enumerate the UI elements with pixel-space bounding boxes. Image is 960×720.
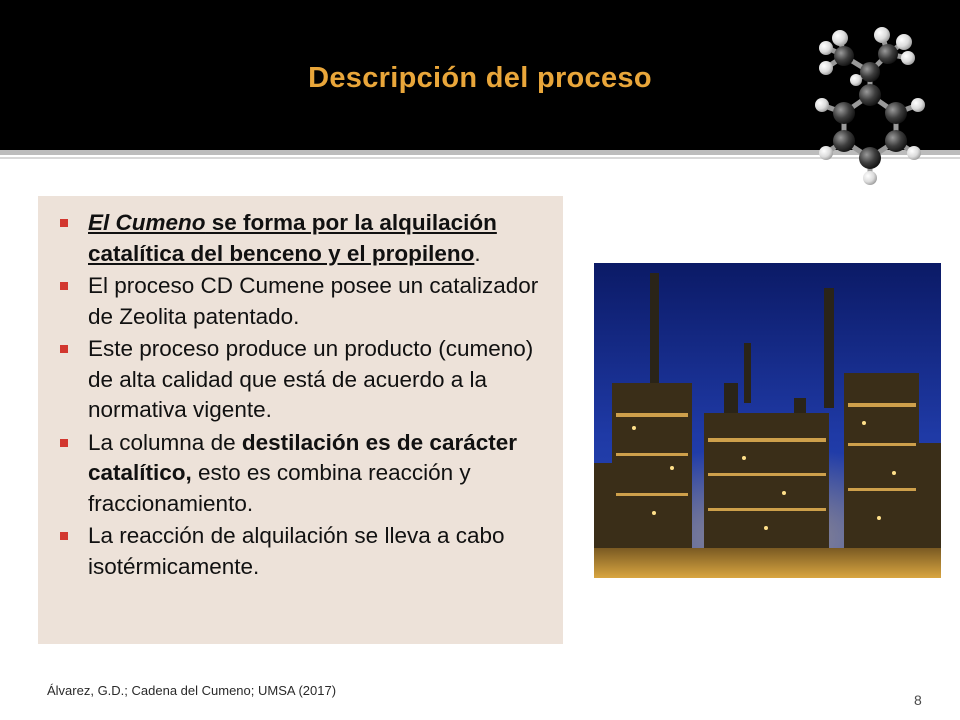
- bullet-text: El Cumeno: [88, 210, 206, 235]
- bullet-text: La columna de: [88, 429, 242, 455]
- bullet-item: [60, 208, 550, 269]
- bullet-text: El proceso CD Cumene posee un catalizador de Zeolita patentado.: [88, 273, 539, 329]
- bullet-text: La reacción de alquilación se lleva a cabo isotérmicamente.: [88, 523, 505, 579]
- bullet-text: .: [474, 240, 481, 266]
- bullet-list: [60, 208, 550, 584]
- bullet-item: [60, 428, 550, 520]
- square-bullet-icon: [60, 439, 68, 447]
- bullet-text: Este proceso produce un producto (cumeno) de alta calidad que está de acuerdo a la normativa vigente.: [88, 336, 534, 422]
- bullet-item: [60, 271, 550, 332]
- square-bullet-icon: [60, 282, 68, 290]
- square-bullet-icon: [60, 219, 68, 227]
- bullet-text: esto es combina reacción y fraccionamiento.: [88, 460, 471, 516]
- cumene-molecule-icon: [808, 10, 950, 190]
- slide-title: Descripción del proceso: [308, 62, 652, 94]
- page-number: 8: [914, 692, 922, 708]
- square-bullet-icon: [60, 532, 68, 540]
- bullet-item: [60, 334, 550, 426]
- square-bullet-icon: [60, 345, 68, 353]
- bullet-text: destilación es de carácter catalítico,: [88, 429, 518, 485]
- bullet-text: se forma por la alquilación catalítica del benceno y el propileno: [88, 210, 497, 266]
- footer-citation: Álvarez, G.D.; Cadena del Cumeno; UMSA (2017): [47, 683, 337, 698]
- bullet-item: [60, 521, 550, 582]
- refinery-photo: [594, 263, 941, 578]
- bullet-content-box: [38, 196, 563, 644]
